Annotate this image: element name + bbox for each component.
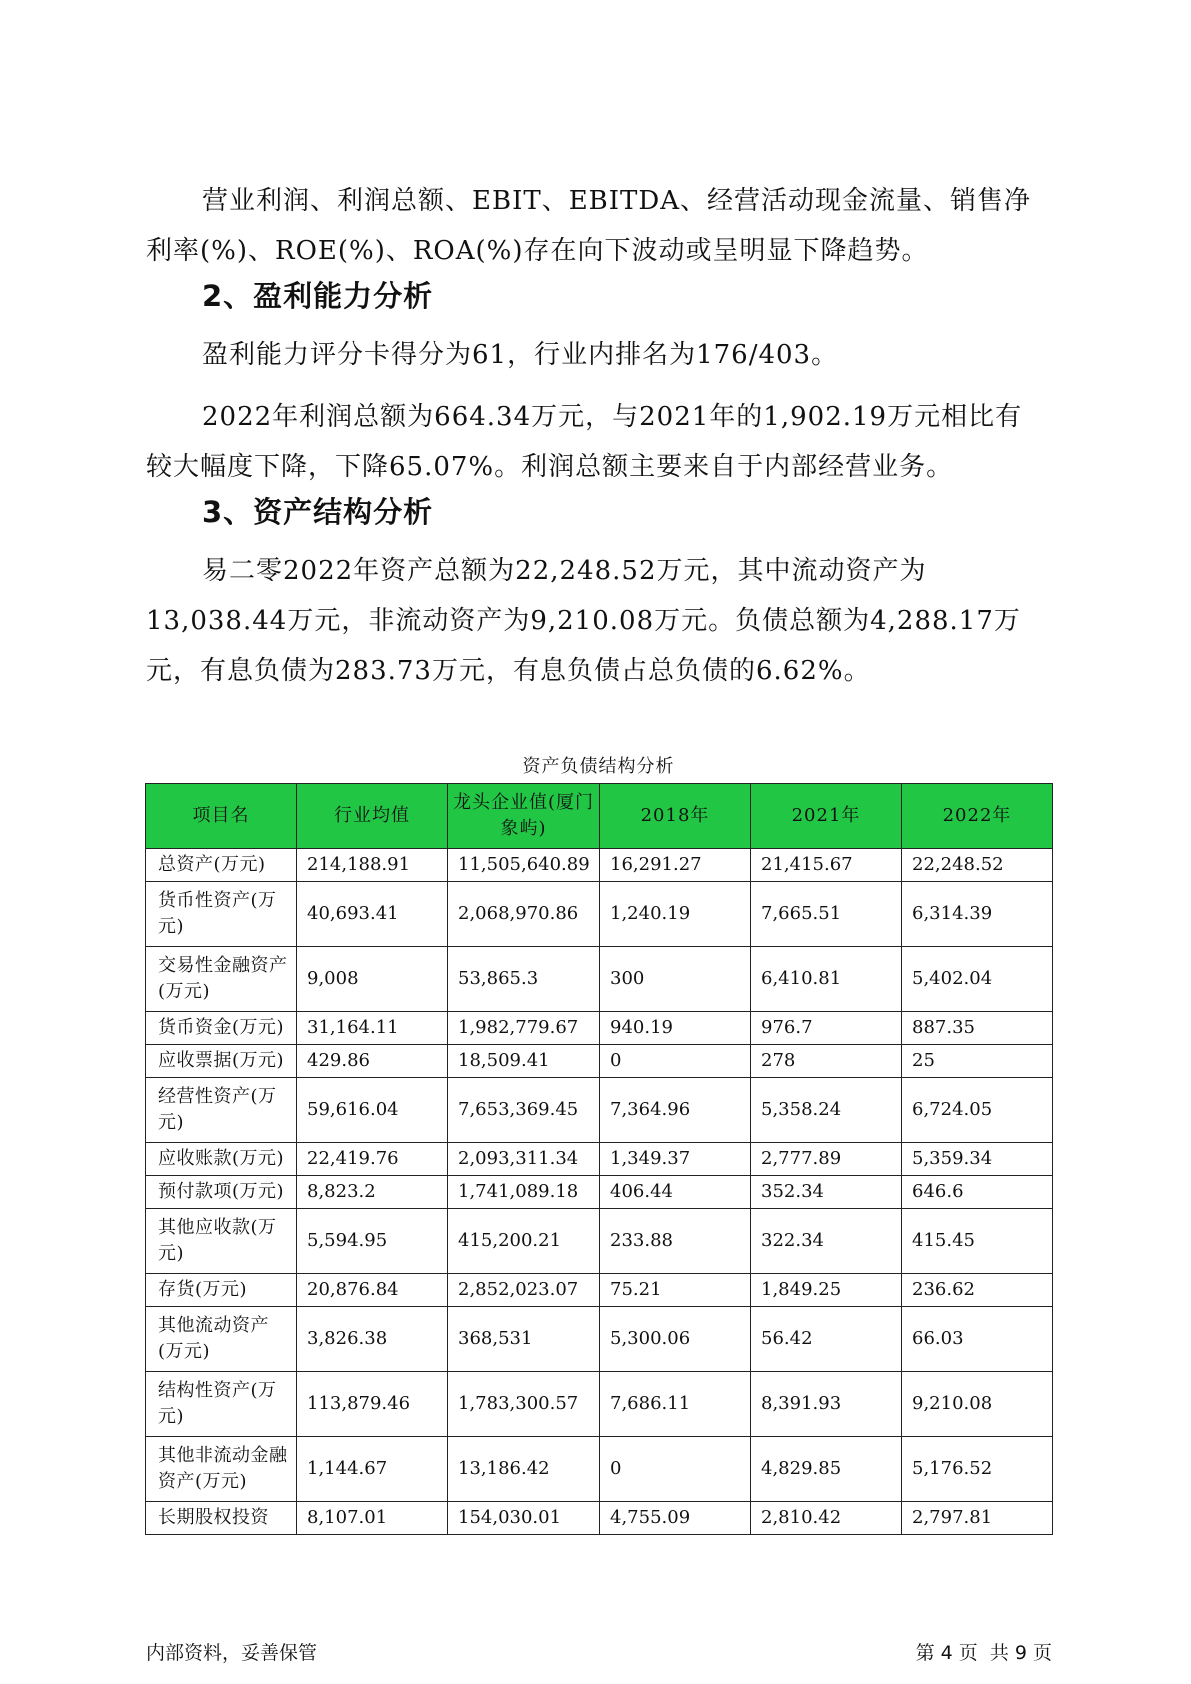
cell-industry-avg: 1,144.67 — [297, 1437, 448, 1502]
cell-2022: 5,176.52 — [902, 1437, 1053, 1502]
cell-2021: 8,391.93 — [751, 1372, 902, 1437]
cell-2018: 0 — [600, 1437, 751, 1502]
header-year-2022: 2022年 — [902, 784, 1053, 849]
table-row — [146, 1437, 1053, 1502]
cell-industry-avg: 214,188.91 — [297, 849, 448, 882]
row-label: 其他应收款(万元) — [146, 1209, 297, 1274]
table-row — [146, 1502, 1053, 1535]
cell-2018: 5,300.06 — [600, 1307, 751, 1372]
cell-2018: 300 — [600, 947, 751, 1012]
cell-2018: 1,240.19 — [600, 882, 751, 947]
table-row — [146, 1045, 1053, 1078]
cell-2021: 278 — [751, 1045, 902, 1078]
cell-2022: 415.45 — [902, 1209, 1053, 1274]
cell-industry-avg: 40,693.41 — [297, 882, 448, 947]
cell-2022: 2,797.81 — [902, 1502, 1053, 1535]
row-label: 长期股权投资 — [146, 1502, 297, 1535]
row-label: 其他非流动金融资产(万元) — [146, 1437, 297, 1502]
cell-2018: 7,364.96 — [600, 1078, 751, 1143]
paragraph-score: 盈利能力评分卡得分为61，行业内排名为176/403。 — [202, 340, 839, 370]
cell-leader-value: 11,505,640.89 — [448, 849, 600, 882]
row-label: 其他流动资产(万元) — [146, 1307, 297, 1372]
cell-2022: 646.6 — [902, 1176, 1053, 1209]
cell-2021: 21,415.67 — [751, 849, 902, 882]
cell-leader-value: 368,531 — [448, 1307, 600, 1372]
header-year-2021: 2021年 — [751, 784, 902, 849]
table-row — [146, 947, 1053, 1012]
cell-2021: 352.34 — [751, 1176, 902, 1209]
cell-2022: 887.35 — [902, 1012, 1053, 1045]
table-row — [146, 1078, 1053, 1143]
row-label: 应收账款(万元) — [146, 1143, 297, 1176]
cell-2018: 0 — [600, 1045, 751, 1078]
cell-2021: 322.34 — [751, 1209, 902, 1274]
cell-leader-value: 2,093,311.34 — [448, 1143, 600, 1176]
cell-leader-value: 18,509.41 — [448, 1045, 600, 1078]
cell-industry-avg: 31,164.11 — [297, 1012, 448, 1045]
row-label: 结构性资产(万元) — [146, 1372, 297, 1437]
row-label: 预付款项(万元) — [146, 1176, 297, 1209]
cell-2021: 2,810.42 — [751, 1502, 902, 1535]
table-row — [146, 1209, 1053, 1274]
cell-2018: 75.21 — [600, 1274, 751, 1307]
cell-leader-value: 1,741,089.18 — [448, 1176, 600, 1209]
table-row — [146, 849, 1053, 882]
row-label: 存货(万元) — [146, 1274, 297, 1307]
cell-2021: 7,665.51 — [751, 882, 902, 947]
row-label: 货币性资产(万元) — [146, 882, 297, 947]
cell-leader-value: 53,865.3 — [448, 947, 600, 1012]
cell-2018: 16,291.27 — [600, 849, 751, 882]
cell-2021: 6,410.81 — [751, 947, 902, 1012]
row-label: 经营性资产(万元) — [146, 1078, 297, 1143]
cell-leader-value: 1,783,300.57 — [448, 1372, 600, 1437]
cell-2021: 1,849.25 — [751, 1274, 902, 1307]
cell-leader-value: 154,030.01 — [448, 1502, 600, 1535]
cell-industry-avg: 59,616.04 — [297, 1078, 448, 1143]
cell-industry-avg: 113,879.46 — [297, 1372, 448, 1437]
header-leader-value: 龙头企业值(厦门象屿) — [448, 784, 600, 849]
section-heading-asset-structure: 3、资产结构分析 — [202, 495, 434, 529]
cell-leader-value: 1,982,779.67 — [448, 1012, 600, 1045]
cell-leader-value: 13,186.42 — [448, 1437, 600, 1502]
table-row — [146, 1307, 1053, 1372]
cell-industry-avg: 22,419.76 — [297, 1143, 448, 1176]
cell-2018: 233.88 — [600, 1209, 751, 1274]
cell-2022: 9,210.08 — [902, 1372, 1053, 1437]
cell-2022: 6,724.05 — [902, 1078, 1053, 1143]
cell-industry-avg: 5,594.95 — [297, 1209, 448, 1274]
page-number: 第 4 页 共 9 页 — [915, 1642, 1052, 1664]
cell-industry-avg: 8,823.2 — [297, 1176, 448, 1209]
table-row — [146, 1143, 1053, 1176]
header-item-name: 项目名 — [146, 784, 297, 849]
cell-2022: 22,248.52 — [902, 849, 1053, 882]
table-row — [146, 1372, 1053, 1437]
paragraph-profit: 2022年利润总额为664.34万元，与2021年的1,902.19万元相比有较大幅度下降，下降65.07%。利润总额主要来自于内部经营业务。 — [146, 402, 1023, 482]
paragraph-assets: 易二零2022年资产总额为22,248.52万元，其中流动资产为13,038.44万元，非流动资产为9,210.08万元。负债总额为4,288.17万元，有息负债为283.73万元，有息负债占总负债的6.62%。 — [146, 556, 1021, 686]
cell-2018: 7,686.11 — [600, 1372, 751, 1437]
cell-industry-avg: 3,826.38 — [297, 1307, 448, 1372]
table-row — [146, 1012, 1053, 1045]
cell-2021: 56.42 — [751, 1307, 902, 1372]
cell-2022: 25 — [902, 1045, 1053, 1078]
cell-leader-value: 7,653,369.45 — [448, 1078, 600, 1143]
header-industry-avg: 行业均值 — [297, 784, 448, 849]
balance-structure-table — [145, 783, 1053, 1535]
table-caption: 资产负债结构分析 — [522, 756, 675, 777]
cell-2018: 1,349.37 — [600, 1143, 751, 1176]
cell-leader-value: 415,200.21 — [448, 1209, 600, 1274]
cell-industry-avg: 429.86 — [297, 1045, 448, 1078]
cell-2021: 976.7 — [751, 1012, 902, 1045]
cell-2021: 4,829.85 — [751, 1437, 902, 1502]
header-year-2018: 2018年 — [600, 784, 751, 849]
cell-2021: 5,358.24 — [751, 1078, 902, 1143]
cell-2022: 5,402.04 — [902, 947, 1053, 1012]
cell-2022: 6,314.39 — [902, 882, 1053, 947]
cell-2018: 406.44 — [600, 1176, 751, 1209]
row-label: 应收票据(万元) — [146, 1045, 297, 1078]
cell-2021: 2,777.89 — [751, 1143, 902, 1176]
cell-2018: 4,755.09 — [600, 1502, 751, 1535]
cell-leader-value: 2,068,970.86 — [448, 882, 600, 947]
table-row — [146, 1176, 1053, 1209]
table-row — [146, 1274, 1053, 1307]
section-heading-profitability: 2、盈利能力分析 — [202, 279, 434, 313]
footer-confidential-note: 内部资料，妥善保管 — [146, 1642, 318, 1664]
row-label: 总资产(万元) — [146, 849, 297, 882]
cell-leader-value: 2,852,023.07 — [448, 1274, 600, 1307]
cell-industry-avg: 9,008 — [297, 947, 448, 1012]
cell-2022: 5,359.34 — [902, 1143, 1053, 1176]
row-label: 交易性金融资产(万元) — [146, 947, 297, 1012]
row-label: 货币资金(万元) — [146, 1012, 297, 1045]
cell-2018: 940.19 — [600, 1012, 751, 1045]
cell-2022: 66.03 — [902, 1307, 1053, 1372]
cell-industry-avg: 8,107.01 — [297, 1502, 448, 1535]
table-row — [146, 882, 1053, 947]
paragraph-trend: 营业利润、利润总额、EBIT、EBITDA、经营活动现金流量、销售净利率(%)、ROE(%)、ROA(%)存在向下波动或呈明显下降趋势。 — [146, 186, 1032, 266]
cell-industry-avg: 20,876.84 — [297, 1274, 448, 1307]
cell-2022: 236.62 — [902, 1274, 1053, 1307]
table-header-row — [146, 784, 1053, 849]
